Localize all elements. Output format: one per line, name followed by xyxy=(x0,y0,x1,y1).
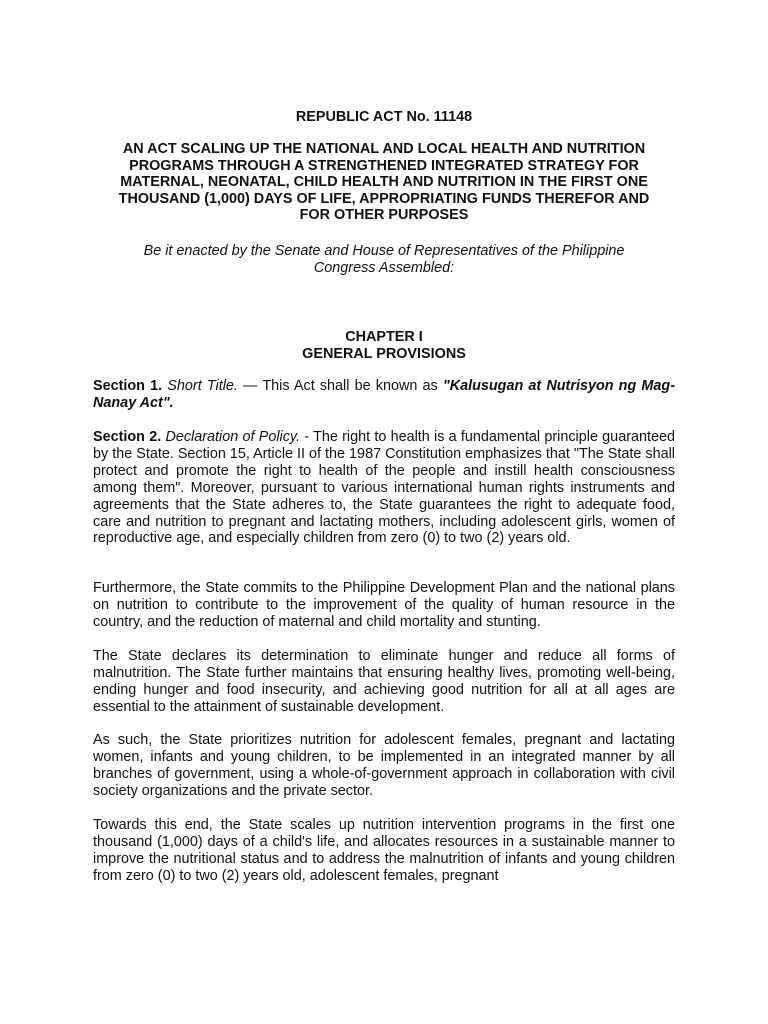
chapter-number: CHAPTER I xyxy=(345,329,423,345)
enacting-clause-line: Congress Assembled: xyxy=(313,260,455,276)
act-title-line: FOR OTHER PURPOSES xyxy=(299,207,469,223)
section-2-text: - The right to health is a fundamental principle guaranteed by the State. Section 15, Article II of the 1987 Constitution emphasizes that "The State shall protect and promote the right to health of the people and instill health consciousness among them". Moreover, pursuant to various international human rights instruments and agreements that the State adheres to, the State guarantees the right to adequate food, care and nutrition to pregnant and lactating mothers, including adolescent girls, women of reproductive age, and especially children from zero (0) to two (2) years old. xyxy=(93,429,675,547)
section-1 xyxy=(93,378,675,412)
paragraph-prioritizes-nutrition: As such, the State prioritizes nutrition for adolescent females, pregnant and lactating women, infants and young children, to be implemented in an integrated manner by all branches of government, using a whole-of-government approach in collaboration with civil society organizations and the private sector. xyxy=(93,732,675,799)
act-title-line: MATERNAL, NEONATAL, CHILD HEALTH AND NUTRITION IN THE FIRST ONE xyxy=(120,174,648,190)
section-1-short-title: "Kalusugan at Nutrisyon ng Mag-Nanay Act". xyxy=(93,378,675,411)
act-title-line: AN ACT SCALING UP THE NATIONAL AND LOCAL HEALTH AND NUTRITION xyxy=(122,141,646,157)
act-title xyxy=(93,141,675,224)
act-title-line: PROGRAMS THROUGH A STRENGTHENED INTEGRATED STRATEGY FOR xyxy=(129,157,639,174)
paragraph-development-plan: Furthermore, the State commits to the Philippine Development Plan and the national plans on nutrition to contribute to the improvement of the quality of human resource in the country, and the reduction of maternal and child mortality and stunting. xyxy=(93,580,675,630)
section-2-heading: Declaration of Policy. xyxy=(165,429,301,445)
section-2-label: Section 2. xyxy=(93,429,162,445)
paragraph-eliminate-hunger: The State declares its determination to eliminate hunger and reduce all forms of malnutrition. The State further maintains that ensuring healthy lives, promoting well-being, ending hunger and food insecurity, and achieving good nutrition for all at all ages are essential to the attainment of sustainable development. xyxy=(93,648,675,715)
section-2 xyxy=(93,429,675,547)
section-1-text: — This Act shall be known as xyxy=(237,378,443,394)
section-1-heading: Short Title. xyxy=(167,378,238,394)
chapter-heading xyxy=(93,329,675,363)
section-1-label: Section 1. xyxy=(93,378,163,394)
act-title-line: THOUSAND (1,000) DAYS OF LIFE, APPROPRIATING FUNDS THEREFOR AND xyxy=(118,190,650,207)
paragraph-scales-up: Towards this end, the State scales up nutrition intervention programs in the first one thousand (1,000) days of a child's life, and allocates resources in a sustainable manner to improve the nutritional status and to address the malnutrition of infants and young children from zero (0) to two (2) years old, adolescent females, pregnant xyxy=(93,817,675,884)
enacting-clause xyxy=(93,243,675,277)
enacting-clause-line: Be it enacted by the Senate and House of Representatives of the Philippine xyxy=(143,243,625,259)
chapter-title: GENERAL PROVISIONS xyxy=(302,346,466,362)
act-number: REPUBLIC ACT No. 11148 xyxy=(295,109,473,125)
